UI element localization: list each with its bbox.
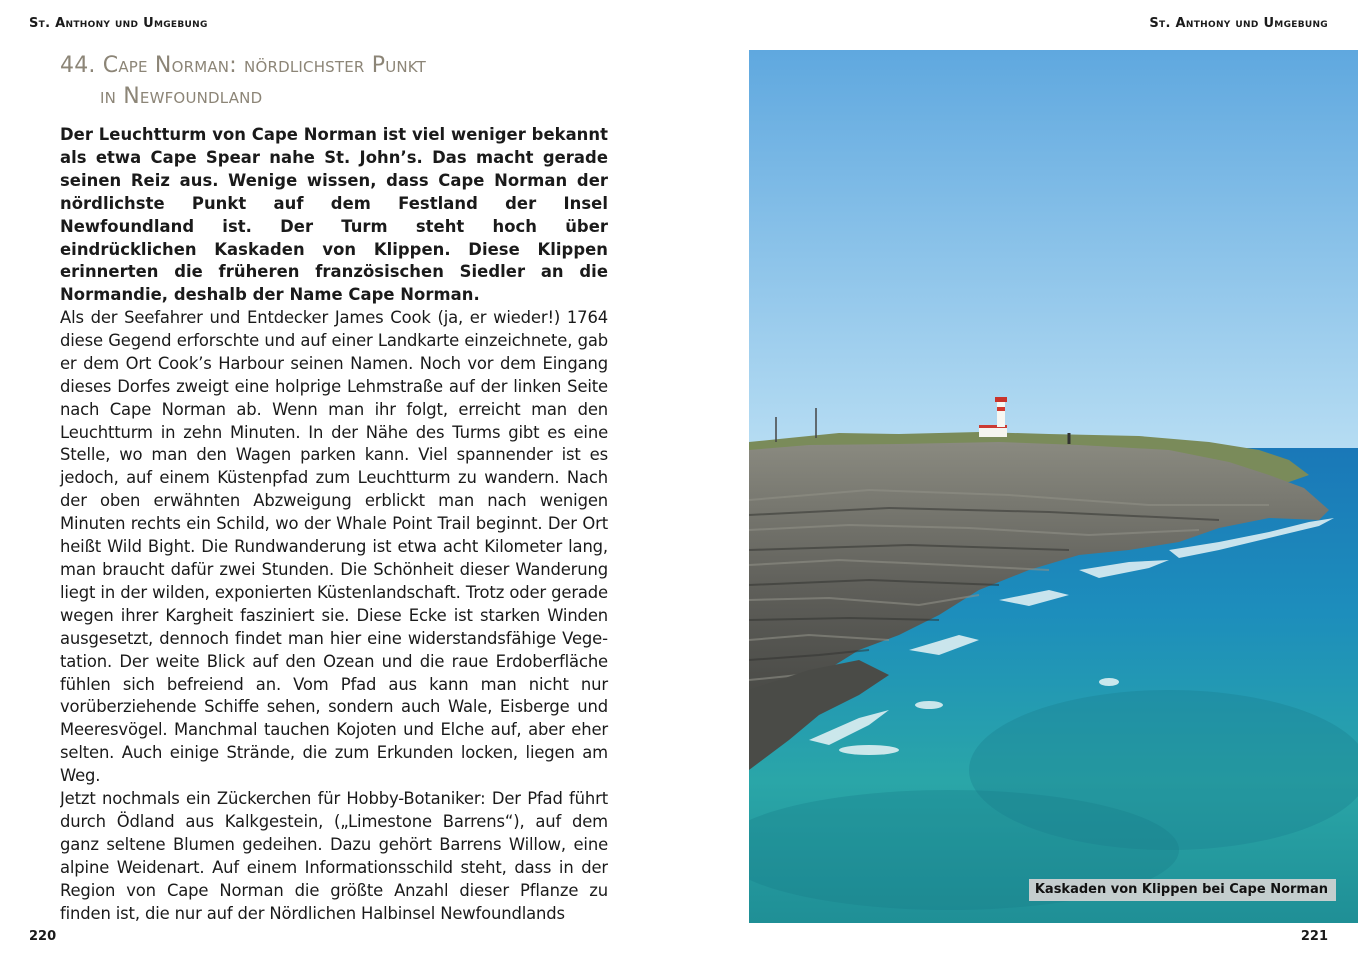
running-head-left: St. Anthony und Umgebung [29, 16, 208, 31]
page-number-left: 220 [29, 929, 57, 944]
photo-caption: Kaskaden von Klippen bei Cape Norman [1029, 879, 1336, 901]
body-paragraph-1: Als der Seefahrer und Entdecker James Cook (ja, er wieder!) 1764 diese Gegend erforschte und auf einer Landkarte einzeichnete, gab er dem Ort Cook’s Harbour seinen Namen. Noch vor dem Eingang dieses Dorfes zweigt eine holprige Lehmstraße auf der linken Seite nach Cape Norman ab. Wenn man ihr folgt, erreicht man den Leuchtturm in zehn Minuten. In der Nähe des Turms gibt es eine Stelle, wo man den Wagen parken kann. Viel spannender ist es jedoch, auf einem Küstenpfad zum Leuchtturm zu wandern. Nach der oben erwähnten Abzweigung erblickt man nach wenigen Minuten rechts ein Schild, wo der Whale Point Trail beginnt. Der Ort heißt Wild Bight. Die Rundwanderung ist etwa acht Kilometer lang, man braucht dafür zwei Stunden. Die Schönheit dieser Wanderung liegt in der wilden, exponierten Küstenlandschaft. Trotz oder gerade wegen ihrer Kargheit fasziniert sie. Diese Ecke ist starken Winden ausgesetzt, dennoch findet man hier eine widerstandsfähige Vegetation. Der weite Blick auf den Ozean und die raue Erdoberfläche fühlen sich befreiend an. Vom Pfad aus kann man nicht nur vorüberziehende Schiffe sehen, sondern auch Wale, Eisberge und Meeresvögel. Manchmal tauchen Kojoten und Elche auf, aber eher selten. Auch einige Strände, die zum Erkunden locken, liegen am Weg. [60, 308, 608, 786]
lead-paragraph: Der Leuchtturm von Cape Norman ist viel weniger bekannt als etwa Cape Spear nahe St. John’s. Das macht gerade seinen Reiz aus. Wenige wissen, dass Cape Norman der nördlichste Punkt auf dem Festland der Insel Newfoundland ist. Der Turm steht hoch über eindrücklichen Kaskaden von Klippen. Diese Klippen erinnerten die früheren französischen Siedler an die Normandie, deshalb der Name Cape Norman. [60, 125, 608, 305]
chapter-title-line1: 44. Cape Norman: nördlichster Punkt [60, 53, 427, 78]
body-paragraph-2: Jetzt nochmals ein Zückerchen für Hobby-Botaniker: Der Pfad führt durch Ödland aus Kalkgestein, („Limestone Barrens“), auf dem ganz seltene Blumen gedeihen. Dazu gehört Barrens Willow, eine alpine Weidenart. Auf einem Informationsschild steht, dass in der Region von Cape Norman die größte Anzahl dieser Pflanze zu finden ist, die nur auf der Nördlichen Halbinsel Newfoundlands [60, 789, 608, 923]
lighthouse-cliffs-illustration [749, 50, 1358, 923]
coastline-photo [749, 50, 1358, 923]
chapter-title [60, 50, 620, 112]
sky [749, 50, 1358, 452]
running-head-right: St. Anthony und Umgebung [1149, 16, 1328, 31]
chapter-title-line2: in Newfoundland [100, 84, 263, 109]
page-number-right: 221 [1300, 929, 1328, 944]
